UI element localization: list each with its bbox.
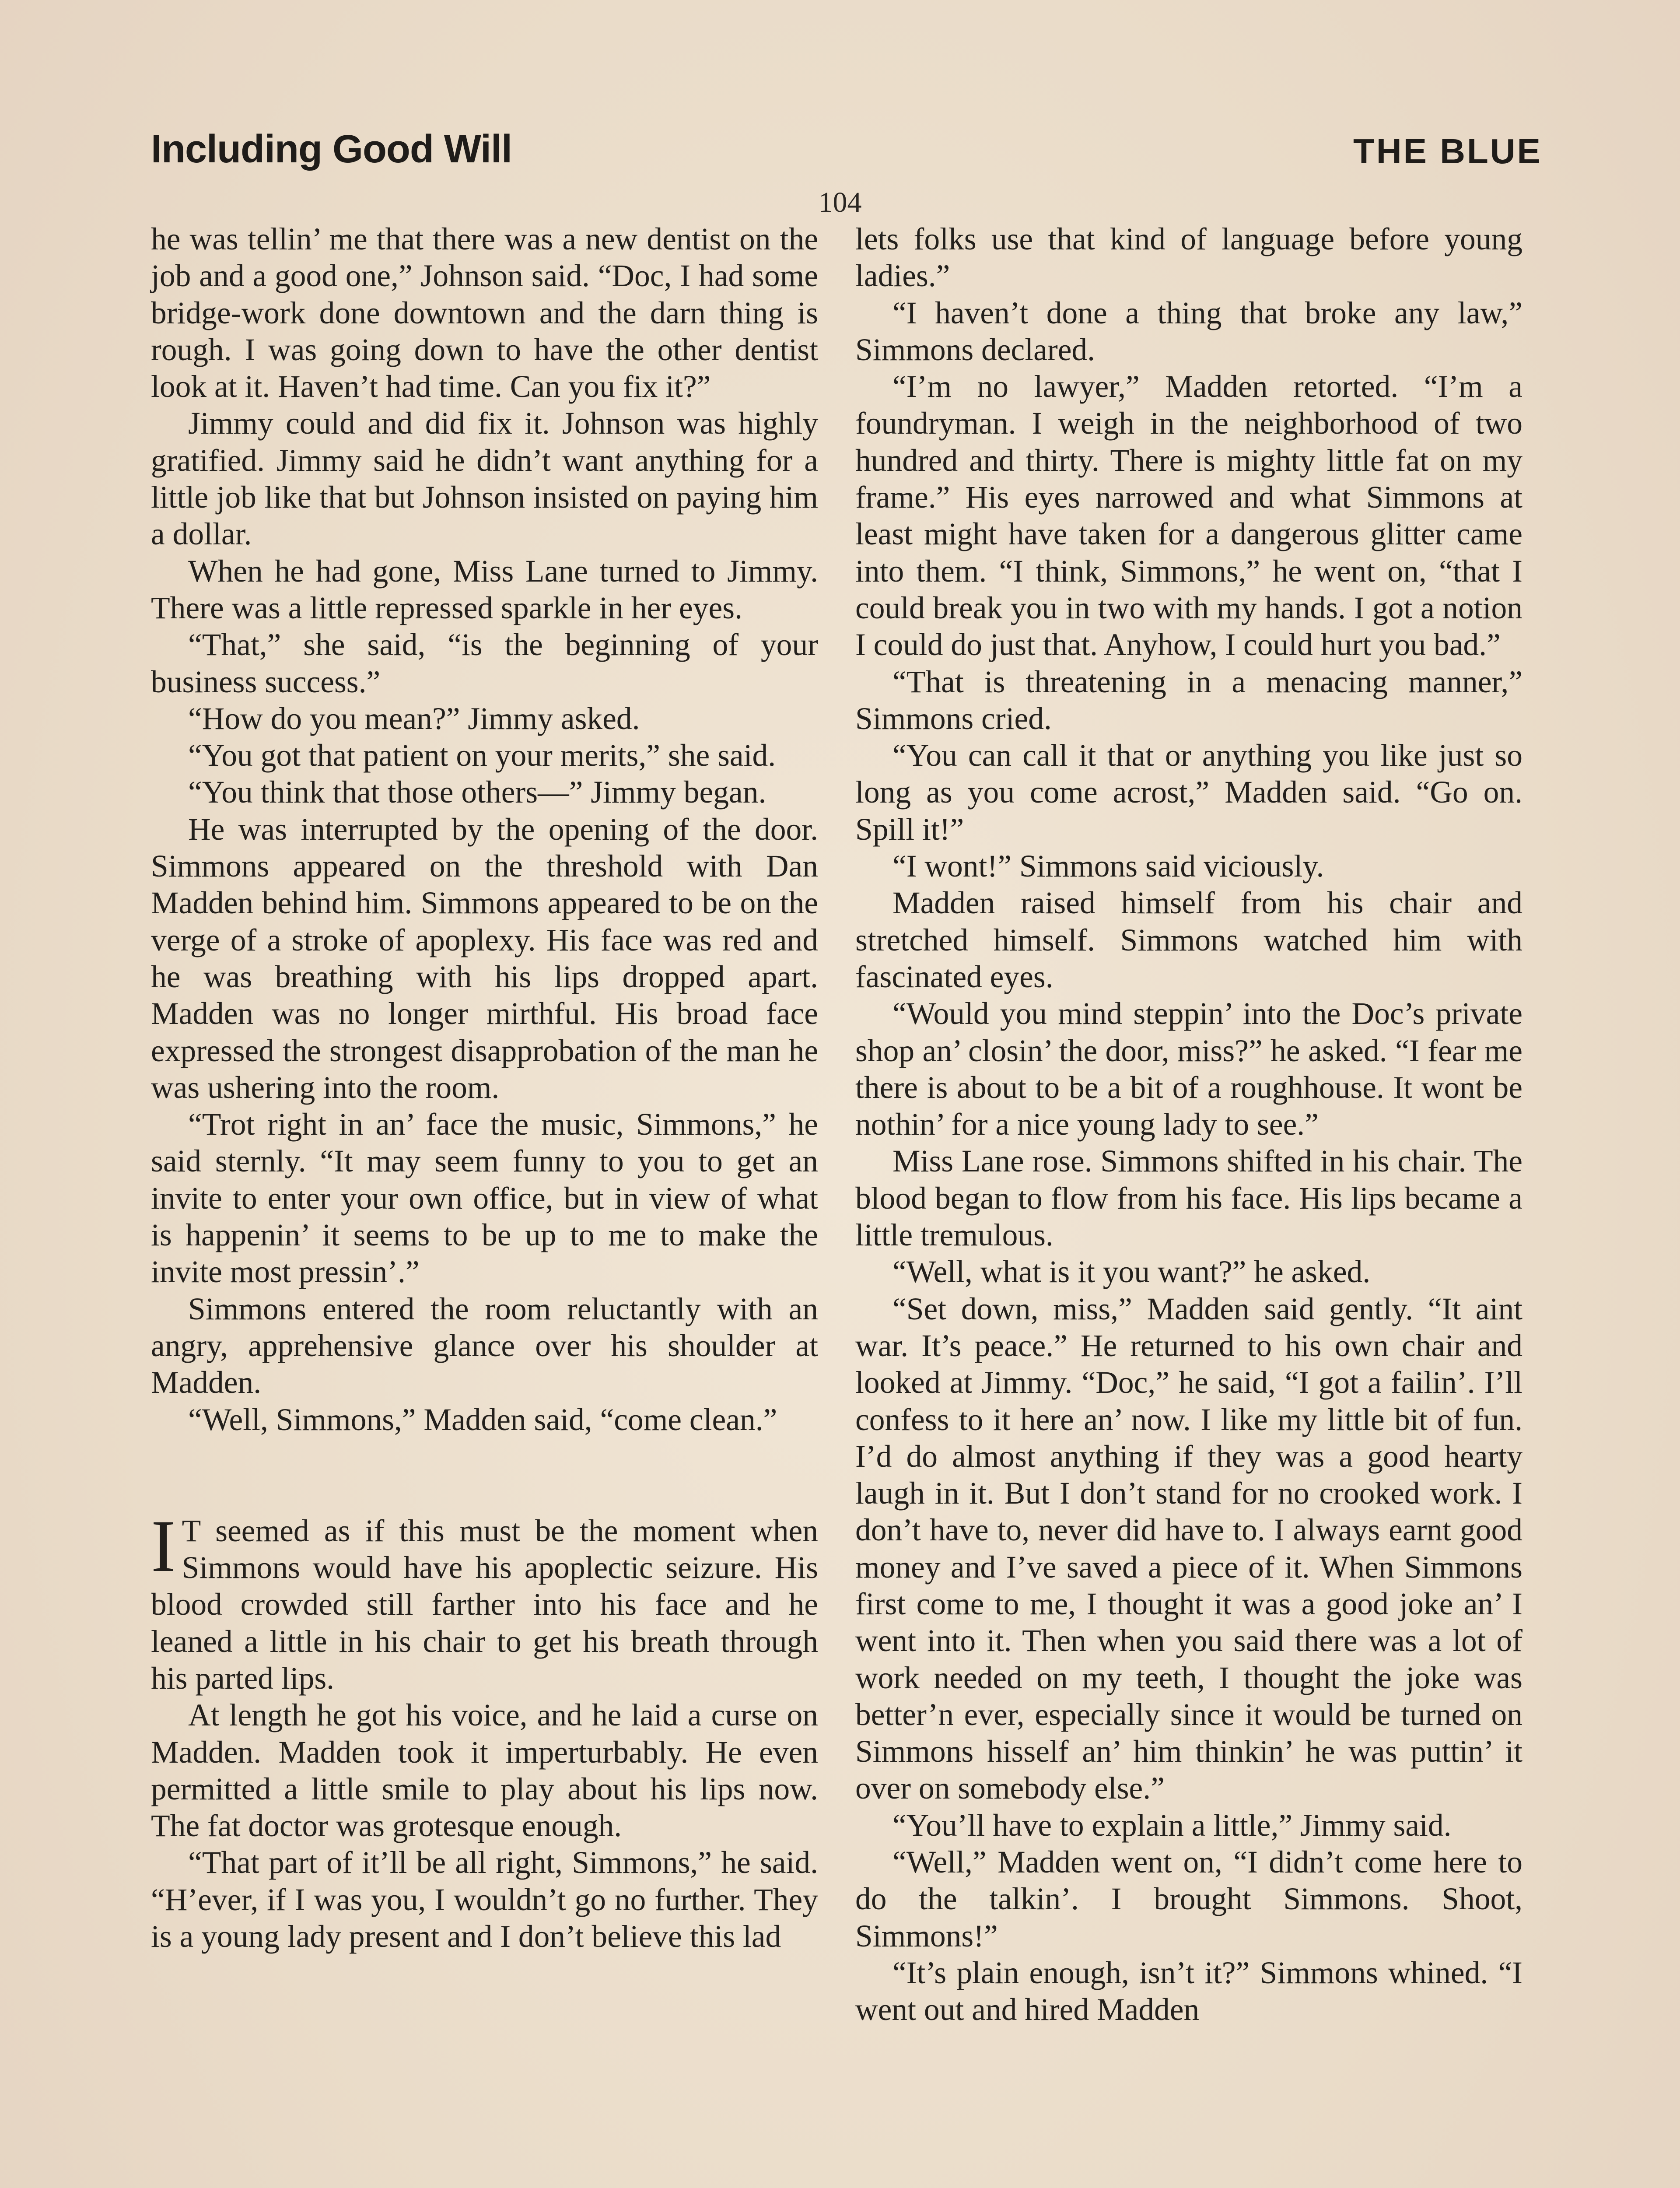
section-break bbox=[151, 1438, 818, 1513]
paragraph: At length he got his voice, and he laid a curse on Madden. Madden took it imperturbably. He even permitted a little smile to play about his lips now. The fat doctor was grotesque enough. bbox=[151, 1698, 818, 1844]
paragraph: “Well,” Madden went on, “I didn’t come here to do the talkin’. I brought Simmons. Shoot, Simmons!” bbox=[855, 1845, 1522, 1953]
paragraph: he was tellin’ me that there was a new dentist on the job and a good one,” Johnson said. “Doc, I had some bridge-work done downtown and the darn thing is rough. I was going down to have the other dentist look at it. Haven’t had time. Can you fix it?” bbox=[151, 222, 818, 404]
paragraph: “You’ll have to explain a little,” Jimmy said. bbox=[892, 1808, 1452, 1843]
paragraph: “I haven’t done a thing that broke any law,” Simmons declared. bbox=[855, 295, 1522, 367]
paragraph: Jimmy could and did fix it. Johnson was highly gratified. Jimmy said he didn’t want anything for a little job like that but Johnson insisted on paying him a dollar. bbox=[151, 406, 818, 552]
drop-cap: I bbox=[151, 1504, 176, 1587]
paragraph: When he had gone, Miss Lane turned to Jimmy. There was a little repressed sparkle in her eyes. bbox=[151, 554, 818, 625]
right-column bbox=[855, 221, 1522, 2188]
paragraph: Miss Lane rose. Simmons shifted in his chair. The blood began to flow from his face. His lips became a little tremulous. bbox=[855, 1144, 1522, 1253]
paragraph: He was interrupted by the opening of the door. Simmons appeared on the threshold with Dan Madden behind him. Simmons appeared to be on the verge of a stroke of apoplexy. His face was red and he was breathing with his lips dropped apart. Madden was no longer mirthful. His broad face expressed the strongest disapprobation of the man he was ushering into the room. bbox=[151, 812, 818, 1105]
paragraph: “You got that patient on your merits,” she said. bbox=[188, 738, 776, 773]
paragraph: “It’s plain enough, isn’t it?” Simmons whined. “I went out and hired Madden bbox=[855, 1955, 1522, 2027]
paragraph: “I wont!” Simmons said viciously. bbox=[892, 849, 1324, 884]
paragraph-text: T seemed as if this must be the moment when Simmons would have his apoplectic seizure. His blood crowded still farther into his face and he leaned a little in his chair to get his breath through his parted lips. bbox=[151, 1513, 818, 1696]
paragraph: Simmons entered the room reluctantly with an angry, apprehensive glance over his shoulder at Madden. bbox=[151, 1291, 818, 1400]
paragraph: “Well, what is it you want?” he asked. bbox=[892, 1255, 1371, 1290]
left-column bbox=[151, 221, 818, 2188]
paragraph: “Would you mind steppin’ into the Doc’s private shop an’ closin’ the door, miss?” he asked. “I fear me there is about to be a bit of a roughhouse. It wont be nothin’ for a nice young lady to see.” bbox=[855, 996, 1522, 1142]
paragraph: “Trot right in an’ face the music, Simmons,” he said sternly. “It may seem funny to you to get an invite to enter your own office, but in view of what is happenin’ it seems to be up to me to make the invite most pressin’.” bbox=[151, 1107, 818, 1290]
paragraph: “Set down, miss,” Madden said gently. “It aint war. It’s peace.” He returned to his own chair and looked at Jimmy. “Doc,” he said, “I got a failin’. I’ll confess to it here an’ now. I like my little bit of fun. I’d do almost anything if they was a good hearty laugh in it. But I don’t stand for no crooked work. I don’t have to, never did have to. I always earnt good money and I’ve saved a piece of it. When Simmons first come to me, I thought it was a good joke an’ I went into it. Then when you said there was a lot of work needed on my teeth, I thought the joke was better’n ever, especially since it would be turned on Simmons hisself an’ him thinkin’ he was puttin’ it over on somebody else.” bbox=[855, 1291, 1522, 1806]
paragraph: Madden raised himself from his chair and stretched himself. Simmons watched him with fascinated eyes. bbox=[855, 886, 1522, 994]
paragraph: “That,” she said, “is the beginning of your business success.” bbox=[151, 628, 818, 699]
dropcap-paragraph bbox=[151, 1504, 818, 1697]
paragraph: “You think that those others—” Jimmy began. bbox=[188, 775, 766, 810]
paragraph: “How do you mean?” Jimmy asked. bbox=[188, 701, 640, 736]
paragraph: “That part of it’ll be all right, Simmons,” he said. “H’ever, if I was you, I wouldn’t go no further. They is a young lady present and I don’t believe this lad bbox=[151, 1845, 818, 1954]
paragraph: lets folks use that kind of language before young ladies.” bbox=[855, 222, 1522, 294]
paragraph: “That is threatening in a menacing manner,” Simmons cried. bbox=[855, 664, 1522, 736]
running-head-magazine: THE BLUE bbox=[1353, 132, 1542, 171]
paragraph: “You can call it that or anything you like just so long as you come acrost,” Madden said. “Go on. Spill it!” bbox=[855, 738, 1522, 847]
paragraph: “Well, Simmons,” Madden said, “come clean.” bbox=[188, 1402, 777, 1437]
page-number: 104 bbox=[818, 186, 862, 218]
paragraph: “I’m no lawyer,” Madden retorted. “I’m a foundryman. I weigh in the neighborhood of two hundred and thirty. There is mighty little fat on my frame.” His eyes narrowed and what Simmons at least might have taken for a dangerous glitter came into them. “I think, Simmons,” he went on, “that I could break you in two with my hands. I got a notion I could do just that. Anyhow, I could hurt you bad.” bbox=[855, 369, 1522, 663]
running-head-title: Including Good Will bbox=[151, 127, 512, 171]
